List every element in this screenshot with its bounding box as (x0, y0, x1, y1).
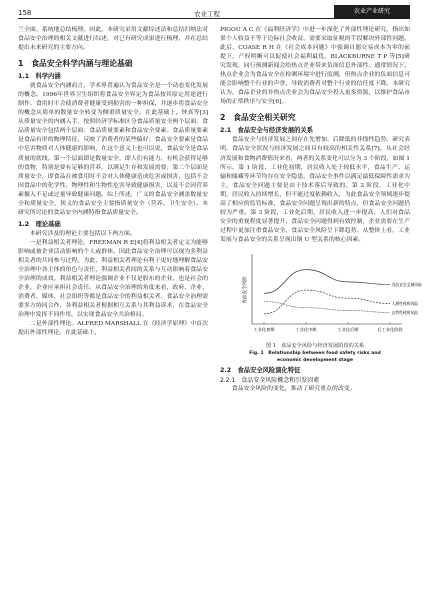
left-column (18, 26, 208, 338)
paragraph: 食品安全与经济发展之间存在先增加、后降低的非线性趋势。研究表明，食品安全状况与经济发展之间具有较高的相关性关系[7]。从社会经济发展和食物消费情况来看，两者的关系变化可以分为 3 个阶段，如图 1 所示。第 1 阶段，工业化初期，居民收入处于较低水平，食品生产、运输和储藏等环节均存在安全隐患，食品安全事件以满足最低保障性需求为主，食品安全问题主要是由于技术落后导致的。第 2 阶段，工业化中期，居民收入持续增长，但不能过度依赖收入，为此食品安全领域逐步提高了相应的监管标准，食品安全问题呈现出新的特点，但食品安全问题仍较为严重。第 3 阶段，工业化后期，居民收入进一步提高，人们对食品安全的重视程度显著提升，食品安全问题得到有效控制，企业需要在生产过程中更加注重食品安全，食品安全风险呈下降趋势。从整体上看，工业发展与食品安全的关系呈现出倒 U 型关系的核心因素。 (220, 137, 410, 243)
figure-1 (220, 250, 422, 364)
series-label-1: 人源性致病风险 (391, 301, 419, 307)
x-tick-label: 工业化初期 (253, 326, 275, 332)
header-rule (18, 18, 410, 19)
journal-name: 农业工程 (194, 10, 220, 18)
figure-caption-cn: 图 1 食品安全风险与经济发展阶段的关系 (265, 342, 365, 349)
series-line-1 (264, 290, 390, 314)
series-label-2: 自然性致病风险 (391, 309, 419, 315)
section-1-2-title: 1.2 理论基础 (18, 220, 61, 228)
page-number: 158 (18, 9, 32, 17)
x-tick-label: 工业化中期 (295, 326, 317, 332)
x-tick-label: 工业化后期 (337, 326, 359, 332)
section-2-1-title: 2.1 食品安全与经济发展的关系 (220, 127, 314, 135)
series-line-2 (264, 302, 390, 313)
paragraph: 二是外部性理论。ALFRED MARSHALL 在《经济学原理》中首次提出外部性理论。在此基础上， (18, 321, 208, 337)
section-2-2-title: 2.2 食品安全风险演化特征 (220, 367, 301, 375)
section-1-1-title: 1.1 科学内涵 (18, 73, 61, 81)
section-2-title: 2 食品安全相关研究 (220, 113, 296, 123)
paragraph: PIGOU A C 在《福利经济学》中进一步深化了外部性理论研究，指出如果个人收益不等于边际社会收益，需要采取征税的手段解决外部性问题。此后，COASE R H 在《社会成本问题》中强调自愿交易成本为零的前提下，产权明晰可以促使社会福利最优。BLACKBURNE T P 等[5]研究发现，同行预测新闻会给热点企业带来负面信息外部性。通常情况下，热点企业会为食品安全在检测环境中进行监测，但热点企业的负面信息可能会影响整个行业的声誉，导致消费者对整个行业的信任度下降。本研究认为，食品企业的非热点企业会为食品安全投入更多资源，以维护食品市场的正常秩序与安全[6]。 (220, 27, 410, 106)
section-2-2-1-title: 2.2.1 食品安全风险概念和引发因素 (220, 377, 320, 385)
page-header (0, 0, 427, 22)
right-column (220, 26, 422, 394)
x-tick-label: 后工业化阶段 (377, 326, 403, 332)
figure-caption-en-1: Fig. 1 Relationship between food safety risks and (249, 350, 381, 356)
paragraph: 本研究涉及的理论主要包括以下两方面。 (29, 230, 136, 237)
y-axis-label: 食品安全风险 (243, 276, 248, 304)
paragraph: 就食品安全内涵而言，学术界普遍认为食品安全是一个动态变化发展的概念。1996年世界卫生组织将食品安全界定为食品按其原定用途进行制作、食用时不会使消费者健康受到损害的一种担保，并逐步将食品安全的概念从简单的数量安全转变为侧重质量安全。在此基础上，钟真等[3]从质量安全的内涵入手，按照经济学标准区分食品质量安全两个层面，食品质量安全包括两个层面：食品质量要素和食品安全要素。食品质量要素是食品有形的物理特征，反映了消费者的某些偏好；食品安全要素是食品中危害物质对人体健康的影响，在这个意义上也可以说，食品安全是食品质量的底线。第一个层面即是数量安全，即人们有能力、有机会获得足够的食物，特别是要有足够的营养，以满足生存和发展需要；第二个层面是质量安全，即食品在被食用时不会对人体健康造成危害或损害，包括不会因食品中的化学性、物理性和生物性危害导致健康损害，以及不会因营养素摄入不足或过量导致健康问题。综上所述，广义的食品安全涵盖数量安全和质量安全，狭义的食品安全主要指质量安全（营养、卫生安全）。本研究所讨论的食品安全内涵特指食品质量安全。 (18, 83, 208, 216)
paragraph: 一是利益相关者理论。FREEMAN R E[4]将利益相关者定义为能够影响或被企业活动影响的个人或群体。因此食品安全治理可以视为多利益相关者的共同参与过程。为此，利益相关者理论有利于更好地理解食品安全治理中各主体的角色与责任，利益相关者间的关系与互动影响着食品安全治理的成效。利益相关者理论强调企业不仅是股东的企业，也是社会的企业，企业应承担社会责任。从食品安全治理的角度来看，政府、企业、消费者、媒体、社会组织等都是食品安全的利益相关者。食品安全治理需要多方协同合作，各利益相关者根据相互关系与其利益诉求，在食品安全治理中发挥不同作用，以实现食品安全共治格局。 (18, 239, 208, 319)
paragraph: 食品安全风险的变化，推动了研究重点的改变。 (231, 386, 356, 393)
section-tag: 农业产业研究 (334, 5, 410, 18)
risk-chart (220, 250, 422, 342)
series-line-0 (264, 270, 390, 294)
section-1-title: 1 食品安全科学内涵与理论基础 (18, 59, 133, 69)
figure-caption-en-2: economic development stage (276, 358, 354, 364)
intro-paragraph: 兰全面、系统地总结梳理。因此，本研究采用文献综述法和总结归纳法对食品安全治理的相关文献进行综述，对已有研究成果进行梳理，并在总结提出未来研究的主要方向。 (18, 27, 208, 52)
series-label-0: 食品安全全域风险 (391, 282, 422, 288)
